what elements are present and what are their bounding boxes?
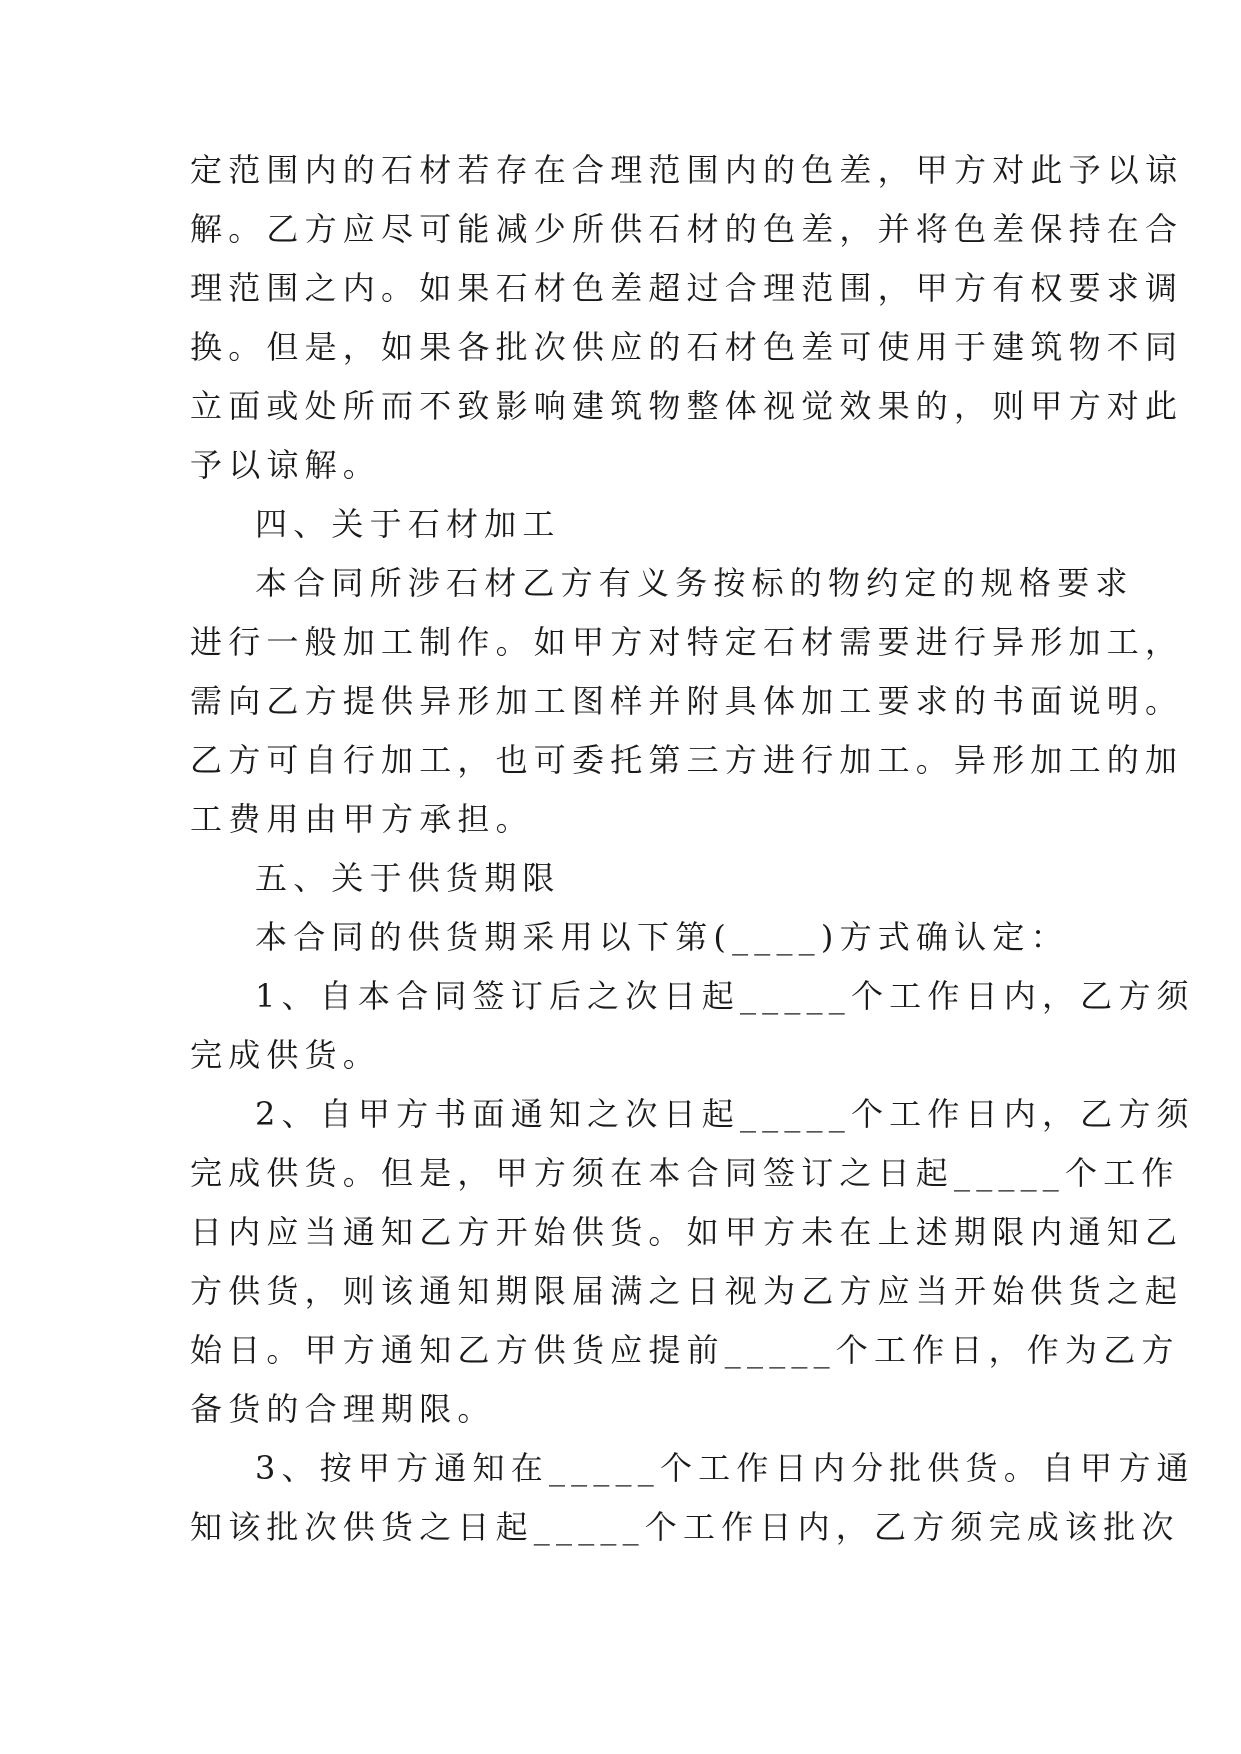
text-line: 理范围之内。如果石材色差超过合理范围，甲方有权要求调 (190, 269, 1184, 307)
text-line: 本合同所涉石材乙方有义务按标的物约定的规格要求 (255, 564, 1134, 602)
text-line: 1、自本合同签订后之次日起_____个工作日内，乙方须 (255, 977, 1195, 1015)
text-line: 知该批次供货之日起_____个工作日内，乙方须完成该批次 (190, 1508, 1180, 1546)
section-heading: 四、关于石材加工 (255, 505, 561, 543)
text-line: 本合同的供货期采用以下第(____)方式确认定： (255, 918, 1069, 956)
text-line: 3、按甲方通知在_____个工作日内分批供货。自甲方通 (255, 1449, 1195, 1487)
text-line: 立面或处所而不致影响建筑物整体视觉效果的，则甲方对此 (190, 387, 1184, 425)
text-line: 进行一般加工制作。如甲方对特定石材需要进行异形加工， (190, 623, 1184, 661)
text-line: 2、自甲方书面通知之次日起_____个工作日内，乙方须 (255, 1095, 1195, 1133)
text-line: 解。乙方应尽可能减少所供石材的色差，并将色差保持在合 (190, 210, 1184, 248)
text-line: 完成供货。 (190, 1036, 382, 1074)
text-line: 方供货，则该通知期限届满之日视为乙方应当开始供货之起 (190, 1272, 1184, 1310)
text-line: 需向乙方提供异形加工图样并附具体加工要求的书面说明。 (190, 682, 1184, 720)
text-line: 完成供货。但是，甲方须在本合同签订之日起_____个工作 (190, 1154, 1180, 1192)
section-heading: 五、关于供货期限 (255, 859, 561, 897)
text-line: 工费用由甲方承担。 (190, 800, 534, 838)
text-line: 日内应当通知乙方开始供货。如甲方未在上述期限内通知乙 (190, 1213, 1184, 1251)
text-line: 始日。甲方通知乙方供货应提前_____个工作日，作为乙方 (190, 1331, 1180, 1369)
text-line: 定范围内的石材若存在合理范围内的色差，甲方对此予以谅 (190, 151, 1184, 189)
text-line: 乙方可自行加工，也可委托第三方进行加工。异形加工的加 (190, 741, 1184, 779)
text-line: 备货的合理期限。 (190, 1390, 496, 1428)
text-line: 换。但是，如果各批次供应的石材色差可使用于建筑物不同 (190, 328, 1184, 366)
text-line: 予以谅解。 (190, 446, 382, 484)
